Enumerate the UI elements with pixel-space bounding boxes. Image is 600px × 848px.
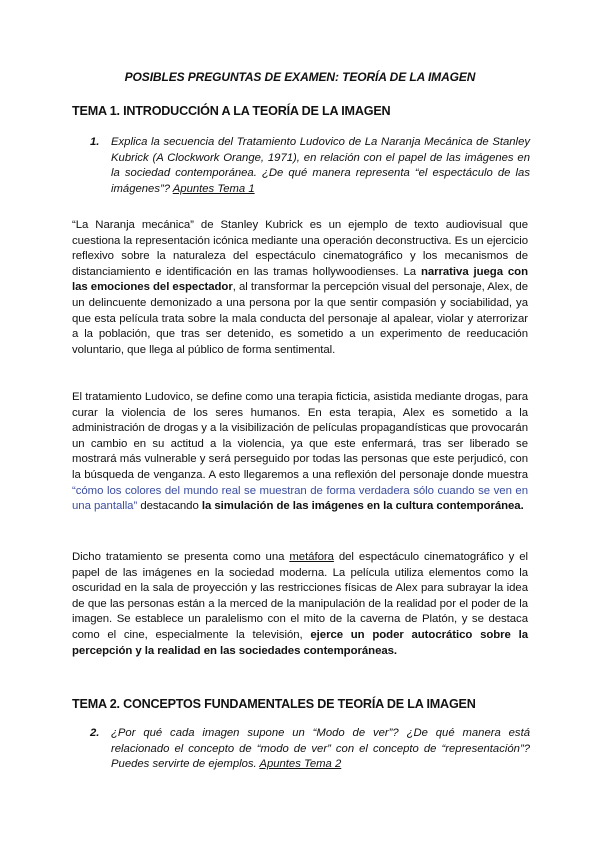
question-1-text: Explica la secuencia del Tratamiento Ludovico de La Naranja Mecánica de Stanley Kubrick (A Clockwork Orange, 1971), en relación con el papel de las imágenes en la sociedad contemporánea. ¿De qué manera representa “el espectáculo de las imágenes”? <box>111 136 530 195</box>
p3-underlined: metáfora <box>289 551 334 563</box>
p2-text-a: El tratamiento Ludovico, se define como una terapia ficticia, asistida mediante drogas, para curar la violencia de los seres humanos. En esta terapia, Alex es sometido a la administración de drogas y a la visibilización de películas propagandísticas que provocarán un cambio en su actitud a la violencia, ya que este enfermará, tras ser liberado se mostrará más vulnerable y será perseguido por todas las personas que este perjudicó, con la búsqueda de venganza. A esto llegaremos a una reflexión del personaje donde muestra <box>72 391 528 481</box>
question-1-reference-link[interactable]: Apuntes Tema 1 <box>172 182 255 195</box>
question-1-text-block <box>90 135 530 197</box>
question-2 <box>90 726 530 773</box>
document-title: POSIBLES PREGUNTAS DE EXAMEN: TEORÍA DE LA IMAGEN <box>124 70 476 84</box>
question-2-text: ¿Por qué cada imagen supone un “Modo de ver”? ¿De qué manera está relacionado el concepto de “modo de ver” con el concepto de “representación”? Puedes servirte de ejemplos. <box>111 727 530 771</box>
p3-text-a: Dicho tratamiento se presenta como una <box>72 551 290 563</box>
p1-text-b: , al transformar la percepción visual del personaje, Alex, de un delincuente demonizado a una persona por la que sentir compasión y sociabilidad, ya que esta película trata sobre la mala conducta del personaje al apalear, violar y aterrorizar a la población, que tras ser detenido, es sometido a un experimento de reeducación voluntario, que llega al público de forma sentimental. <box>72 281 529 356</box>
p1-text-a: “La Naranja mecánica” de Stanley Kubrick es un ejemplo de texto audiovisual que cuestiona la representación icónica mediante una operación deconstructiva. Es un ejercicio reflexivo sobre la naturaleza del espectáculo cinematográfico y los mecanismos de distanciamiento e identificación en las tramas hollywoodienses. La <box>72 219 528 278</box>
tema-2-heading: TEMA 2. CONCEPTOS FUNDAMENTALES DE TEORÍA DE LA IMAGEN <box>72 697 476 711</box>
question-1 <box>90 135 530 197</box>
p1-bold-a: narrativa juega con las emociones del espectador <box>72 265 528 294</box>
p2-text-b: destacando <box>137 500 202 513</box>
question-2-reference-link[interactable]: Apuntes Tema 2 <box>259 758 342 771</box>
question-2-number: 2. <box>90 727 100 739</box>
p2-bold-a: la simulación de las imágenes en la cultura contemporánea. <box>201 500 524 513</box>
question-1-number: 1. <box>90 136 100 148</box>
answer-1-paragraph-2 <box>72 390 528 515</box>
answer-1-paragraph-3 <box>72 550 528 659</box>
answer-1-paragraph-1 <box>72 218 528 358</box>
tema-1-heading: TEMA 1. INTRODUCCIÓN A LA TEORÍA DE LA IMAGEN <box>72 104 391 118</box>
question-2-text-block <box>90 726 530 773</box>
p3-text-b: del espectáculo cinematográfico y el papel de las imágenes en la sociedad moderna. La película utiliza elementos como la oscuridad en la sala de proyección y las restricciones físicas de Alex para subrayar la idea de que las personas están a la merced de la manipulación de la realidad por el poder de la imagen. Se establece un paralelismo con el mito de la caverna de Platón, y se destaca como el cine, especialmente la televisión, <box>72 551 528 641</box>
p3-bold-a: ejerce un poder autocrático sobre la percepción y la realidad en las sociedades contemporáneas. <box>72 628 528 657</box>
p2-quote: “cómo los colores del mundo real se muestran de forma verdadera sólo cuando se ven en una pantalla” <box>72 484 528 513</box>
